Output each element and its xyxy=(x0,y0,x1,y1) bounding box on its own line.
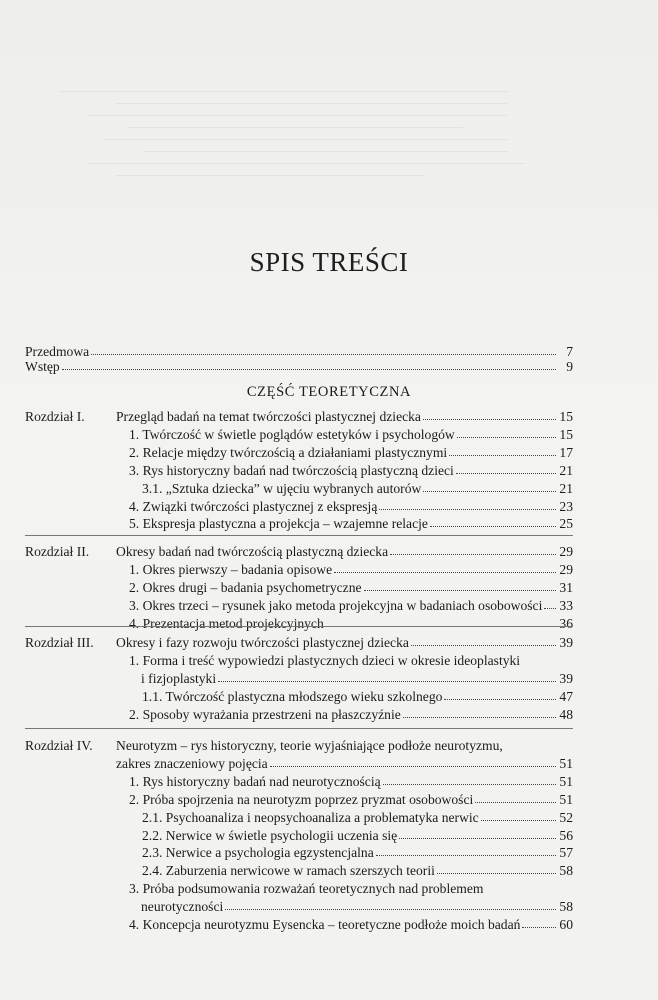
toc-entry-title: Przegląd badań na temat twórczości plastycznej dziecka xyxy=(116,409,421,424)
toc-entry-title: Neurotyzm – rys historyczny, teorie wyjaśniające podłoże neurotyzmu, xyxy=(116,738,503,753)
toc-entry-title: 2.3. Nerwice a psychologia egzystencjalna xyxy=(142,845,374,861)
toc-page-number: 29 xyxy=(559,544,573,559)
toc-entry-title: 2. Sposoby wyrażania przestrzeni na płaszczyźnie xyxy=(129,706,401,722)
toc-entry xyxy=(116,755,573,773)
dot-leader xyxy=(383,773,556,785)
toc-page-number: 31 xyxy=(559,579,573,595)
dot-leader xyxy=(225,898,556,910)
toc-page-number: 48 xyxy=(559,706,573,722)
toc-entry-title: 1.1. Twórczość plastyczna młodszego wieku szkolnego xyxy=(142,688,443,704)
toc-entry xyxy=(129,791,573,809)
toc-entry xyxy=(25,358,573,376)
toc-page-number: 60 xyxy=(559,917,573,932)
dot-leader xyxy=(91,343,556,355)
toc-entry-title: 2.4. Zaburzenia nerwicowe w ramach szerszych teorii xyxy=(142,863,435,879)
toc-entry-title: 3. Rys historyczny badań nad twórczością plastyczną dzieci xyxy=(129,462,454,478)
dot-leader xyxy=(456,462,556,474)
dot-leader xyxy=(218,670,556,682)
toc-entry-title: 2. Próba spojrzenia na neurotyzm poprzez pryzmat osobowości xyxy=(129,791,474,807)
toc-entry-title: 1. Twórczość w świetle poglądów estetyków i psychologów xyxy=(129,426,455,442)
toc-entry-title: neurotyczności xyxy=(141,899,224,915)
toc-entry xyxy=(116,543,573,561)
toc-entry xyxy=(116,737,573,755)
toc-entry xyxy=(142,809,573,827)
dot-leader xyxy=(457,426,556,438)
toc-page-number: 15 xyxy=(559,426,573,442)
toc-entry xyxy=(141,898,573,916)
toc-entry xyxy=(129,498,573,516)
toc-entry-title: 1. Rys historyczny badań nad neurotycznością xyxy=(129,773,381,789)
bleed-through-shadow xyxy=(60,80,620,240)
toc-entry-title: Okresy i fazy rozwoju twórczości plastycznej dziecka xyxy=(116,635,409,650)
chapter-divider xyxy=(25,728,573,729)
toc-entry-title: zakres znaczeniowy pojęcia xyxy=(116,755,268,771)
toc-entry-title: 3.1. „Sztuka dziecka” w ujęciu wybranych autorów xyxy=(142,480,422,496)
toc-entry-title: Okresy badań nad twórczością plastyczną dziecka xyxy=(116,544,389,559)
toc-entry xyxy=(129,880,573,898)
toc-page-number: 17 xyxy=(559,444,573,460)
toc-page-number: 52 xyxy=(559,809,573,825)
dot-leader xyxy=(379,498,556,510)
toc-entry-title: 2. Okres drugi – badania psychometryczne xyxy=(129,579,362,595)
toc-page-number: 58 xyxy=(559,899,573,915)
toc-page-number: 51 xyxy=(559,773,573,789)
toc-entry-title: 2.2. Nerwice w świetle psychologii uczenia się xyxy=(142,827,398,843)
toc-entry-title: 4. Prezentacja metod projekcyjnych xyxy=(129,615,324,631)
dot-leader xyxy=(485,881,556,892)
toc-entry-title: Wstęp xyxy=(25,359,60,374)
dot-leader xyxy=(481,809,556,821)
toc-entry-title: 3. Próba podsumowania rozważań teoretycznych nad problemem xyxy=(129,881,484,897)
toc-entry xyxy=(129,426,573,444)
dot-leader xyxy=(364,579,556,591)
toc-entry-title: 4. Koncepcja neurotyzmu Eysencka – teoretyczne podłoże moich badań xyxy=(129,917,521,932)
dot-leader xyxy=(522,653,556,664)
dot-leader xyxy=(399,827,556,839)
toc-entry-title: 5. Ekspresja plastyczna a projekcja – wzajemne relacje xyxy=(129,516,428,532)
chapter-label: Rozdział IV. xyxy=(25,738,93,753)
dot-leader xyxy=(334,561,556,573)
dot-leader xyxy=(376,844,556,856)
toc-page-number: 51 xyxy=(559,791,573,807)
toc-entry-title: 2. Relacje między twórczością a działaniami plastycznymi xyxy=(129,444,448,460)
chapter-label: Rozdział II. xyxy=(25,544,90,559)
toc-entry xyxy=(129,615,573,633)
toc-page-number: 57 xyxy=(559,845,573,861)
toc-entry xyxy=(129,561,573,579)
dot-leader xyxy=(403,706,556,718)
dot-leader xyxy=(430,515,556,527)
toc-entry-title: i fizjoplastyki xyxy=(141,670,217,686)
dot-leader xyxy=(444,688,556,700)
dot-leader xyxy=(390,543,556,555)
toc-page-number: 39 xyxy=(559,670,573,686)
toc-page-number: 9 xyxy=(566,359,573,374)
toc-page-number: 58 xyxy=(559,863,573,879)
toc-entry xyxy=(129,444,573,462)
toc-page-number: 25 xyxy=(559,516,573,532)
toc-page-number: 33 xyxy=(559,597,573,613)
toc-entry xyxy=(129,462,573,480)
toc-entry-title: 4. Związki twórczości plastycznej z ekspresją xyxy=(129,498,378,514)
toc-page-number: 51 xyxy=(559,755,573,771)
toc-entry-title: Przedmowa xyxy=(25,344,90,359)
chapter-divider xyxy=(25,535,573,536)
dot-leader xyxy=(423,408,556,420)
chapter-divider xyxy=(25,626,573,627)
toc-page-number: 39 xyxy=(559,635,573,650)
toc-entry xyxy=(116,408,573,426)
toc-entry xyxy=(142,827,573,845)
toc-entry xyxy=(142,688,573,706)
toc-page-number: 21 xyxy=(559,480,573,496)
toc-entry xyxy=(129,579,573,597)
dot-leader xyxy=(411,634,556,646)
toc-entry-title: 3. Okres trzeci – rysunek jako metoda projekcyjna w badaniach osobowości xyxy=(129,597,543,613)
dot-leader xyxy=(449,444,556,456)
toc-page-number: 15 xyxy=(559,409,573,424)
section-heading: CZĘŚĆ TEORETYCZNA xyxy=(246,384,412,400)
dot-leader xyxy=(522,916,556,928)
chapter-label: Rozdział III. xyxy=(25,635,94,650)
dot-leader xyxy=(505,738,556,749)
toc-entry xyxy=(129,515,573,533)
toc-entry xyxy=(129,706,573,724)
toc-entry xyxy=(141,670,573,688)
toc-entry-title: 1. Okres pierwszy – badania opisowe xyxy=(129,561,333,577)
chapter-label: Rozdział I. xyxy=(25,409,85,424)
dot-leader xyxy=(475,791,556,803)
toc-entry xyxy=(129,652,573,670)
toc-entry xyxy=(142,862,573,880)
toc-entry xyxy=(142,844,573,862)
dot-leader xyxy=(62,358,556,370)
toc-page-number: 21 xyxy=(559,462,573,478)
toc-page-number: 56 xyxy=(559,827,573,843)
page-title: SPIS TREŚCI xyxy=(249,247,409,277)
dot-leader xyxy=(270,755,556,767)
toc-entry xyxy=(116,634,573,652)
dot-leader xyxy=(437,862,556,874)
toc-entry xyxy=(142,480,573,498)
dot-leader xyxy=(423,480,556,492)
toc-page-number: 23 xyxy=(559,498,573,514)
toc-entry xyxy=(129,597,573,615)
toc-page-number: 36 xyxy=(559,615,573,631)
dot-leader xyxy=(544,597,556,609)
toc-entry xyxy=(129,916,573,934)
toc-entry-title: 1. Forma i treść wypowiedzi plastycznych dzieci w okresie ideoplastyki xyxy=(129,652,521,668)
toc-page-number: 47 xyxy=(559,688,573,704)
toc-entry xyxy=(129,773,573,791)
dot-leader xyxy=(326,615,556,627)
toc-entry-title: 2.1. Psychoanaliza i neopsychoanaliza a problematyka nerwic xyxy=(142,809,479,825)
toc-page-number: 29 xyxy=(559,561,573,577)
toc-page-number: 7 xyxy=(566,344,573,359)
